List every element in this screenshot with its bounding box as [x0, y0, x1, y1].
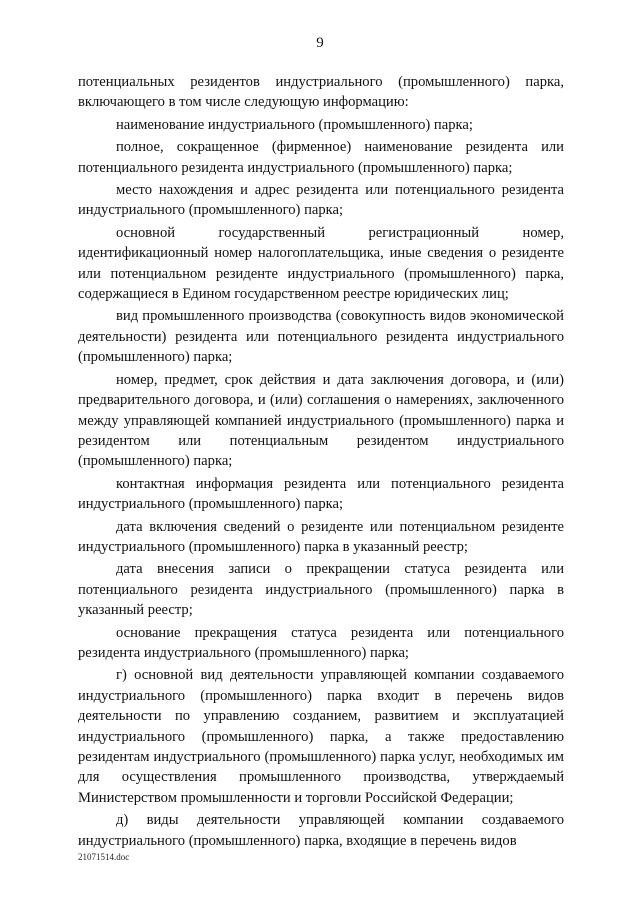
paragraph: д) виды деятельности управляющей компании создаваемого индустриального (промышленного) парка, входящие в перечень видов: [78, 812, 564, 849]
paragraph: место нахождения и адрес резидента или потенциального резидента индустриального (промышленного) парка;: [78, 182, 564, 219]
page-number: 9: [316, 35, 324, 51]
paragraph: полное, сокращенное (фирменное) наименование резидента или потенциального резидента индустриального (промышленного) парка;: [78, 139, 564, 176]
paragraph: потенциальных резидентов индустриального (промышленного) парка, включающего в том числе следующую информацию:: [78, 74, 564, 111]
document-body: [78, 72, 564, 853]
footer-filename: 21071514.doc: [78, 852, 130, 862]
paragraph: контактная информация резидента или потенциального резидента индустриального (промышленного) парка;: [78, 475, 564, 513]
paragraph: дата внесения записи о прекращении статуса резидента или потенциального резидента индустриального (промышленного) парка в указанный реестр;: [78, 561, 564, 619]
paragraph: наименование индустриального (промышленного) парка;: [116, 116, 473, 133]
paragraph: г) основной вид деятельности управляющей компании создаваемого индустриального (промышленного) парка входит в перечень видов деятельности по управлению созданием, развитием и эксплуатацией индустриального (промышленного) парка, а также предоставлению резидентам индустриального (промышленного) парка услуг, необходимых им для осуществления промышленного производства, утверждаемый Министерством промышленности и торговли Российской Федерации;: [78, 667, 564, 806]
paragraph: основной государственный регистрационный номер, идентификационный номер налогоплательщика, иные сведения о резиденте или потенциальном резиденте индустриального (промышленного) парка, содержащиеся в Едином государственном реестре юридических лиц;: [78, 224, 564, 303]
paragraph: вид промышленного производства (совокупность видов экономической деятельности) резидента или потенциального резидента индустриального (промышленного) парка;: [78, 308, 564, 366]
paragraph: основание прекращения статуса резидента или потенциального резидента индустриального (промышленного) парка;: [78, 624, 564, 661]
paragraph: номер, предмет, срок действия и дата заключения договора, и (или) предварительного договора, и (или) соглашения о намерениях, заключенного между управляющей компанией индустриального (промышленного) парка и резидентом или потенциальным резидентом индустриального (промышленного) парка;: [78, 371, 564, 470]
paragraph: дата включения сведений о резиденте или потенциальном резиденте индустриального (промышленного) парка в указанный реестр;: [78, 518, 564, 555]
